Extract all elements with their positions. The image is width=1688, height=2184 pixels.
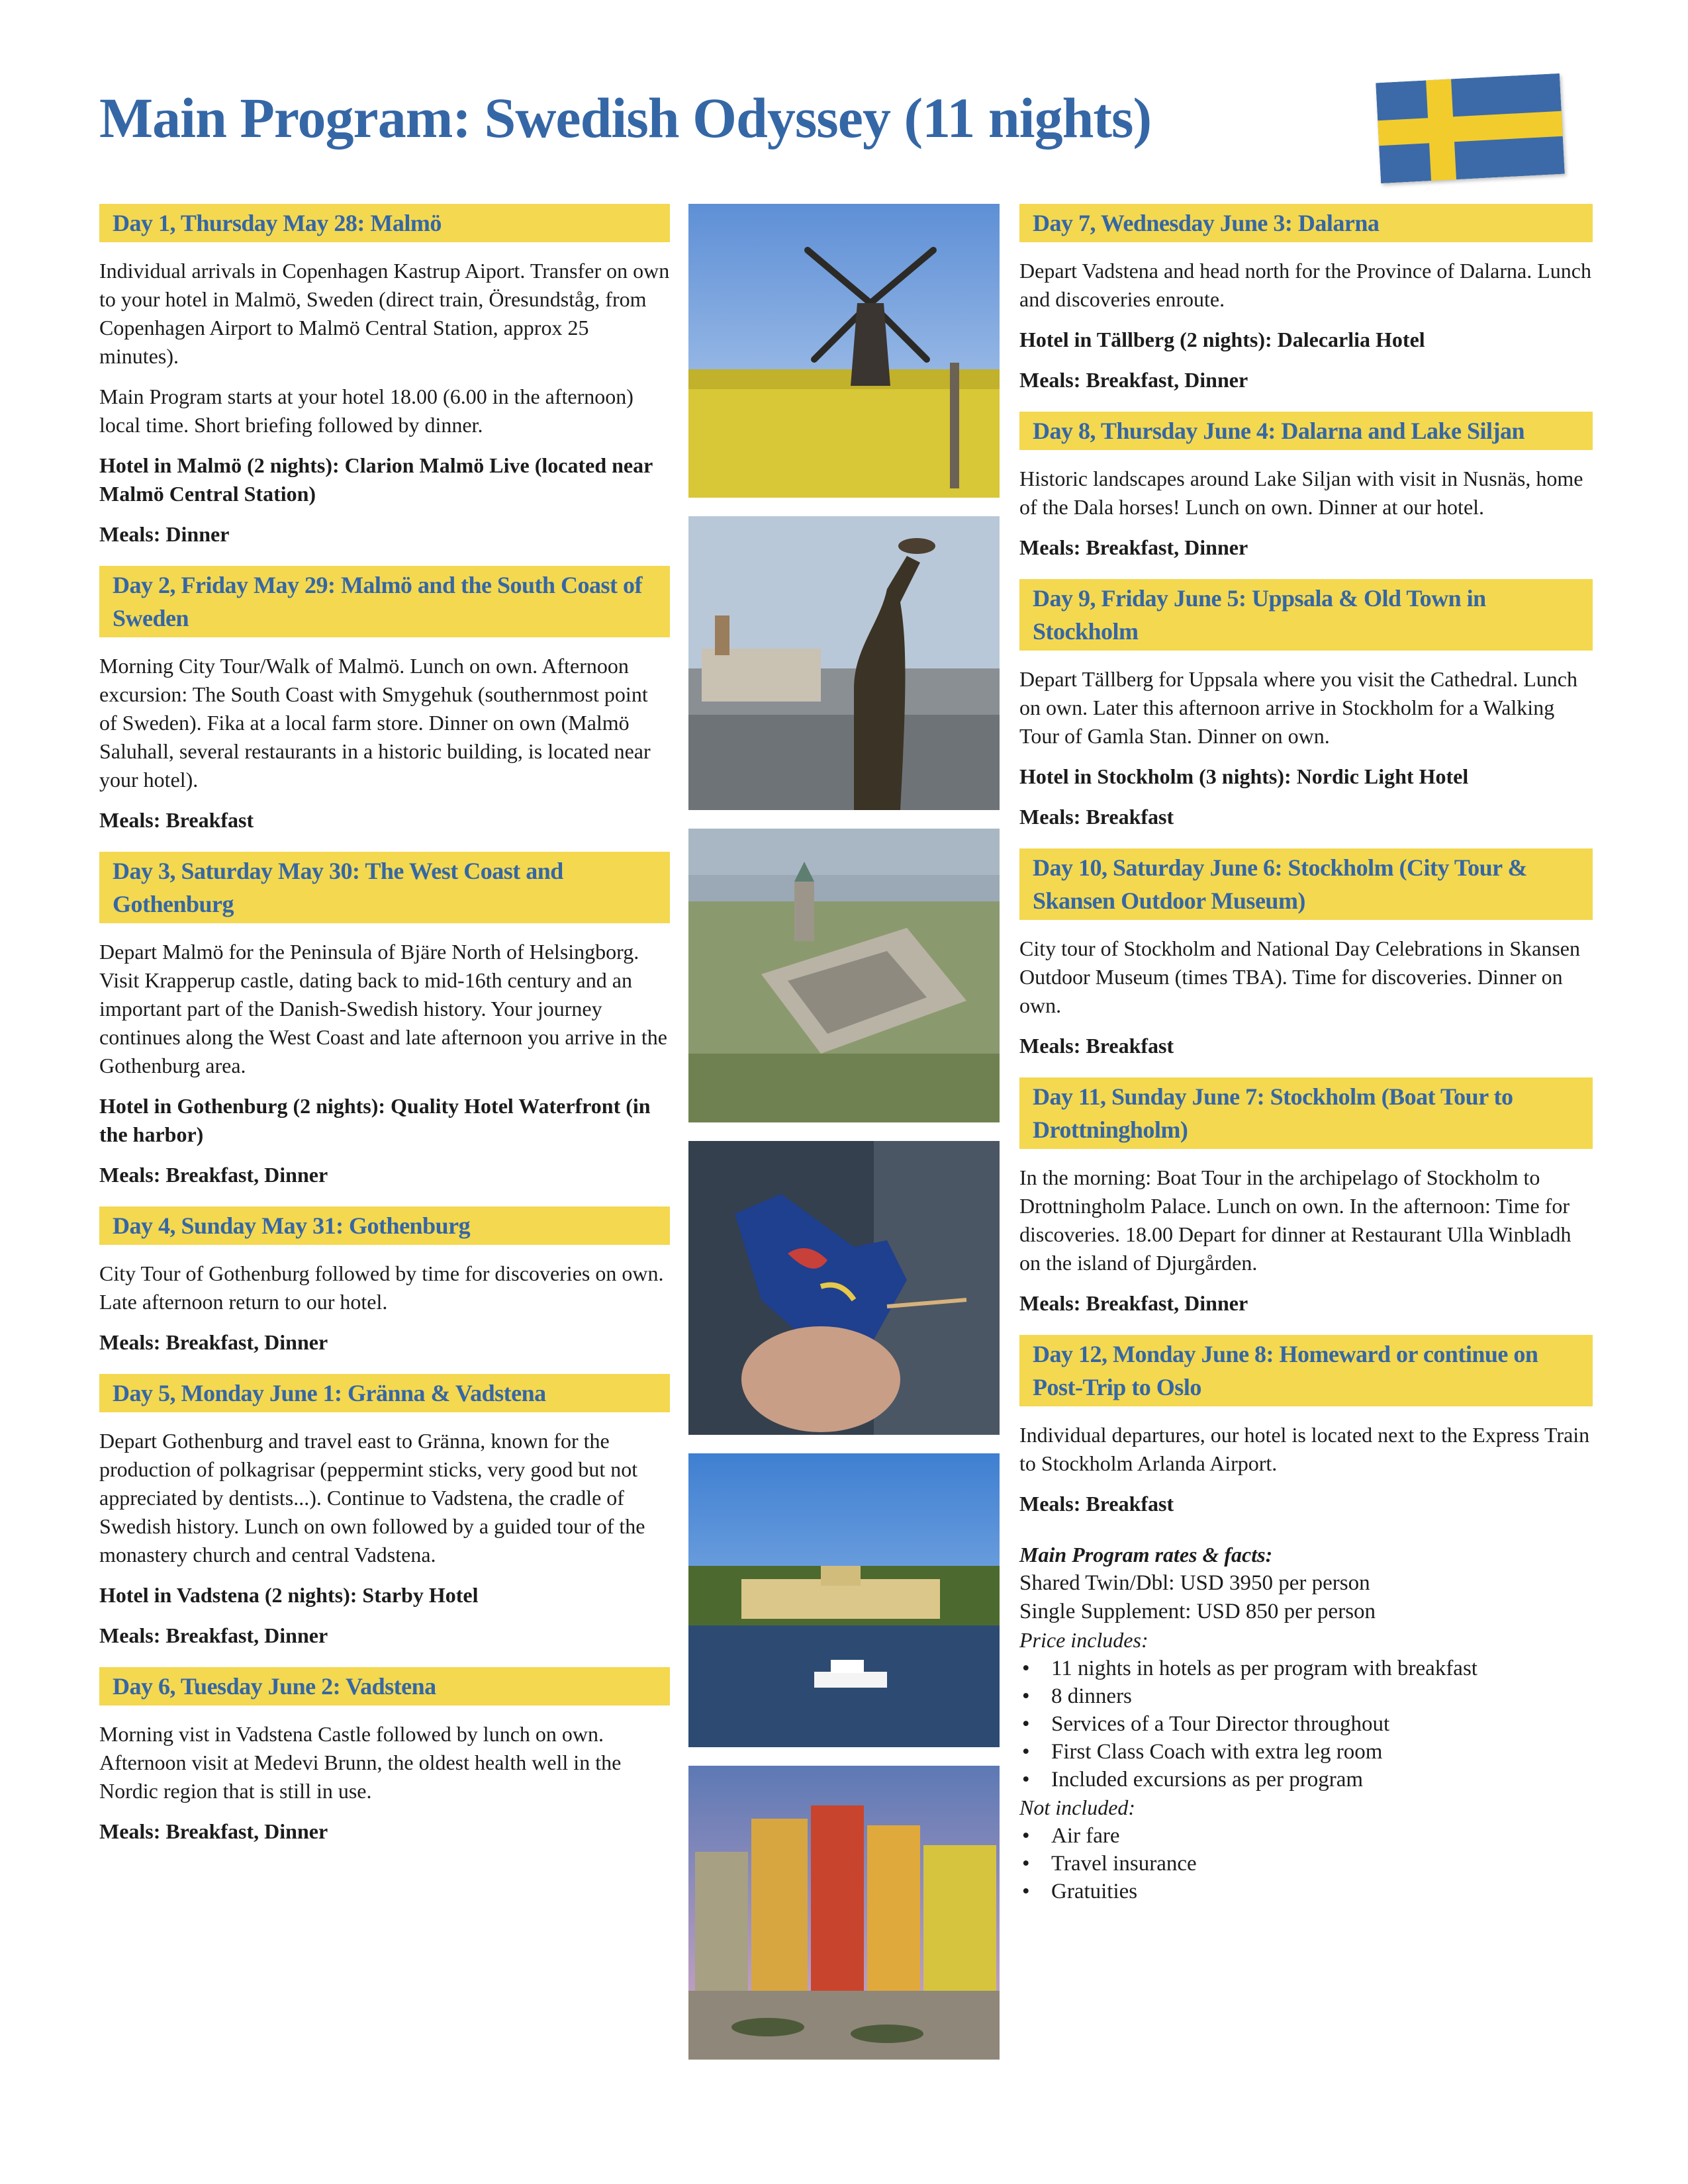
day-3-hotel: Hotel in Gothenburg (2 nights): Quality Hotel Waterfront (in the harbor) <box>99 1094 651 1146</box>
day-5-hotel: Hotel in Vadstena (2 nights): Starby Hotel <box>99 1583 479 1607</box>
day-9-block <box>1019 579 1593 831</box>
day-2-block <box>99 566 670 835</box>
day-1-hotel: Hotel in Malmö (2 nights): Clarion Malmö Live (located near Malmö Central Station) <box>99 453 653 506</box>
day-11-text: In the morning: Boat Tour in the archipelago of Stockholm to Drottningholm Palace. Lunch on own. In the afternoon: Time for discoveries. 18.00 Depart for dinner at Restaurant Ulla Winbladh on the island of Djurgården. <box>1019 1165 1571 1275</box>
day-2-meals: Meals: Breakfast <box>99 808 254 832</box>
malmo-statue-photo <box>688 516 1000 810</box>
day-7-meals: Meals: Breakfast, Dinner <box>1019 368 1248 392</box>
day-9-text: Depart Tällberg for Uppsala where you visit the Cathedral. Lunch on own. Later this afternoon arrive in Stockholm for a Walking Tour of Gamla Stan. Dinner on own. <box>1019 667 1577 748</box>
list-item: • Included excursions as per program <box>1019 1766 1593 1794</box>
day-2-text: Morning City Tour/Walk of Malmö. Lunch on own. Afternoon excursion: The South Coast with Smygehuk (southernmost point of Sweden). Fika at a local farm store. Dinner on own (Malmö Saluhall, several restaurants in a historic building, is located near your hotel). <box>99 654 651 792</box>
day-1-block <box>99 204 670 549</box>
list-item: • Gratuities <box>1019 1878 1593 1905</box>
list-item: • First Class Coach with extra leg room <box>1019 1738 1593 1766</box>
day-4-block <box>99 1206 670 1357</box>
day-6-heading: Day 6, Tuesday June 2: Vadstena <box>99 1667 670 1706</box>
day-9-hotel: Hotel in Stockholm (3 nights): Nordic Light Hotel <box>1019 764 1469 788</box>
day-6-text: Morning vist in Vadstena Castle followed by lunch on own. Afternoon visit at Medevi Brunn, the oldest health well in the Nordic region that is still in use. <box>99 1722 622 1803</box>
day-9-heading: Day 9, Friday June 5: Uppsala & Old Town in Stockholm <box>1019 579 1593 651</box>
day-7-text: Depart Vadstena and head north for the Province of Dalarna. Lunch and discoveries enroute. <box>1019 259 1591 311</box>
day-12-block <box>1019 1335 1593 1518</box>
day-8-text: Historic landscapes around Lake Siljan with visit in Nusnäs, home of the Dala horses! Lunch on own. Dinner at our hotel. <box>1019 467 1583 519</box>
day-3-text: Depart Malmö for the Peninsula of Bjäre North of Helsingborg. Visit Krapperup castle, dating back to mid-16th century and an important part of the Danish-Swedish history. Your journey continues along the West Coast and late afternoon you arrive in the Gothenburg area. <box>99 940 667 1077</box>
day-3-block <box>99 852 670 1189</box>
drottningholm-photo <box>688 1453 1000 1747</box>
day-9-meals: Meals: Breakfast <box>1019 805 1174 829</box>
rate-single: Single Supplement: USD 850 per person <box>1019 1600 1376 1623</box>
day-7-hotel: Hotel in Tällberg (2 nights): Dalecarlia Hotel <box>1019 328 1425 351</box>
day-1-heading: Day 1, Thursday May 28: Malmö <box>99 204 670 242</box>
photo-column <box>688 204 1000 2078</box>
day-6-meals: Meals: Breakfast, Dinner <box>99 1819 328 1843</box>
day-5-heading: Day 5, Monday June 1: Gränna & Vadstena <box>99 1374 670 1412</box>
day-1-text: Individual arrivals in Copenhagen Kastrup Aiport. Transfer on own to your hotel in Malmö, Sweden (direct train, Öresundståg, from Copenhagen Airport to Malmö Central Station, approx 25 minutes). <box>99 259 670 368</box>
day-11-block <box>1019 1077 1593 1318</box>
day-10-meals: Meals: Breakfast <box>1019 1034 1174 1058</box>
day-8-heading: Day 8, Thursday June 4: Dalarna and Lake Siljan <box>1019 412 1593 450</box>
swedish-flag-image <box>1376 73 1565 183</box>
day-4-meals: Meals: Breakfast, Dinner <box>99 1330 328 1354</box>
page-title: Main Program: Swedish Odyssey (11 nights) <box>99 86 1152 150</box>
left-column <box>99 204 670 1863</box>
day-1-meals: Meals: Dinner <box>99 522 230 546</box>
right-column <box>1019 204 1593 1905</box>
vadstena-castle-photo <box>688 829 1000 1122</box>
day-12-meals: Meals: Breakfast <box>1019 1492 1174 1516</box>
day-10-block <box>1019 848 1593 1060</box>
list-item: • Air fare <box>1019 1822 1593 1850</box>
day-10-text: City tour of Stockholm and National Day Celebrations in Skansen Outdoor Museum (times TBA). Time for discoveries. Dinner on own. <box>1019 936 1580 1017</box>
not-included-label: Not included: <box>1019 1796 1136 1819</box>
day-4-heading: Day 4, Sunday May 31: Gothenburg <box>99 1206 670 1245</box>
not-included-list <box>1019 1822 1593 1905</box>
windmill-photo <box>688 204 1000 498</box>
day-2-heading: Day 2, Friday May 29: Malmö and the South Coast of Sweden <box>99 566 670 637</box>
list-item: • Services of a Tour Director throughout <box>1019 1710 1593 1738</box>
price-includes-list <box>1019 1655 1593 1794</box>
day-3-heading: Day 3, Saturday May 30: The West Coast and Gothenburg <box>99 852 670 923</box>
day-5-block <box>99 1374 670 1650</box>
day-12-heading: Day 12, Monday June 8: Homeward or continue on Post-Trip to Oslo <box>1019 1335 1593 1406</box>
list-item: • 11 nights in hotels as per program with breakfast <box>1019 1655 1593 1682</box>
day-11-heading: Day 11, Sunday June 7: Stockholm (Boat Tour to Drottningholm) <box>1019 1077 1593 1149</box>
day-8-meals: Meals: Breakfast, Dinner <box>1019 535 1248 559</box>
rates-title: Main Program rates & facts: <box>1019 1543 1273 1567</box>
day-3-meals: Meals: Breakfast, Dinner <box>99 1163 328 1187</box>
rate-twin: Shared Twin/Dbl: USD 3950 per person <box>1019 1571 1370 1595</box>
rates-section <box>1019 1541 1593 1905</box>
day-11-meals: Meals: Breakfast, Dinner <box>1019 1291 1248 1315</box>
day-7-block <box>1019 204 1593 394</box>
day-12-text: Individual departures, our hotel is located next to the Express Train to Stockholm Arlanda Airport. <box>1019 1423 1590 1475</box>
day-7-heading: Day 7, Wednesday June 3: Dalarna <box>1019 204 1593 242</box>
gamla-stan-photo <box>688 1766 1000 2060</box>
dala-horse-photo <box>688 1141 1000 1435</box>
day-1-text-2: Main Program starts at your hotel 18.00 (6.00 in the afternoon) local time. Short briefing followed by dinner. <box>99 385 633 437</box>
day-4-text: City Tour of Gothenburg followed by time for discoveries on own. Late afternoon return to our hotel. <box>99 1261 664 1314</box>
day-10-heading: Day 10, Saturday June 6: Stockholm (City Tour & Skansen Outdoor Museum) <box>1019 848 1593 920</box>
list-item: • 8 dinners <box>1019 1682 1593 1710</box>
day-5-meals: Meals: Breakfast, Dinner <box>99 1623 328 1647</box>
day-5-text: Depart Gothenburg and travel east to Gränna, known for the production of polkagrisar (peppermint sticks, very good but not appreciated by dentists...). Continue to Vadstena, the cradle of Swedish history. Lunch on own followed by a guided tour of the monastery church and central Vadstena. <box>99 1429 645 1567</box>
list-item: • Travel insurance <box>1019 1850 1593 1878</box>
day-8-block <box>1019 412 1593 562</box>
day-6-block <box>99 1667 670 1846</box>
price-includes-label: Price includes: <box>1019 1628 1149 1652</box>
